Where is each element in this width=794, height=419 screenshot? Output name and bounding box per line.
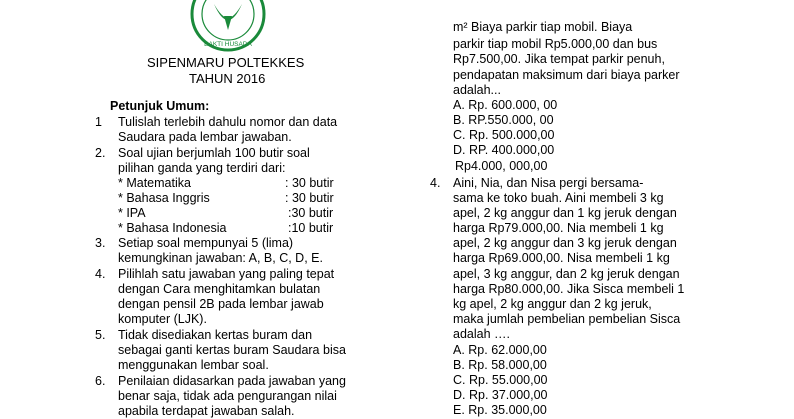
q3-option-a: A. Rp. 600.000, 00 — [453, 98, 558, 112]
item-line: menggunakan lembar soal. — [118, 358, 269, 372]
q3-line: pendapatan maksimum dari biaya parker — [453, 68, 680, 82]
q4-number: 4. — [430, 176, 441, 190]
q4-option-b: B. Rp. 58.000,00 — [453, 358, 547, 372]
q4-option-d: D. Rp. 37.000,00 — [453, 388, 548, 402]
item-line: komputer (LJK). — [118, 312, 207, 326]
item-number: 1 — [95, 115, 102, 129]
exam-year: TAHUN 2016 — [189, 71, 266, 86]
q4-option-c: C. Rp. 55.000,00 — [453, 373, 548, 387]
q3-line: parkir tiap mobil Rp5.000,00 dan bus — [453, 37, 658, 51]
q4-option-e: E. Rp. 35.000,00 — [453, 403, 547, 417]
subject-count: : 30 butir — [285, 176, 334, 190]
subject-count: :10 butir — [288, 221, 334, 235]
q3-line: m² Biaya parkir tiap mobil. Biaya — [453, 20, 633, 34]
q4-line: apel, 3 kg anggur, dan 2 kg jeruk dengan — [453, 267, 680, 281]
q4-line: sama ke toko buah. Aini membeli 3 kg — [453, 191, 664, 205]
q4-line: maka jumlah pembelian pembelian Sisca — [453, 312, 681, 326]
item-number: 6. — [95, 374, 106, 388]
item-line: Pilihlah satu jawaban yang paling tepat — [118, 267, 335, 281]
subject-name: * Matematika — [118, 176, 191, 190]
q3-option-b: B. RP.550.000, 00 — [453, 113, 554, 127]
exam-title: SIPENMARU POLTEKKES — [147, 55, 305, 70]
item-line: Tulislah terlebih dahulu nomor dan data — [118, 115, 338, 129]
q4-line: harga Rp69.000,00. Nisa membeli 1 kg — [453, 251, 670, 265]
item-line: Soal ujian berjumlah 100 butir soal — [118, 146, 310, 160]
q4-option-a: A. Rp. 62.000,00 — [453, 343, 547, 357]
q4-line: apel, 2 kg anggur dan 1 kg jeruk dengan — [453, 206, 677, 220]
logo-text: BAKTI HUSADA — [204, 41, 252, 48]
item-line: Tidak disediakan kertas buram dan — [118, 328, 313, 342]
q3-option-d: D. RP. 400.000,00 — [453, 143, 555, 157]
item-number: 2. — [95, 146, 106, 160]
q4-line: kg apel, 2 kg anggur dan 2 kg jeruk, — [453, 297, 652, 311]
item-line: sebagai ganti kertas buram Saudara bisa — [118, 343, 346, 357]
q4-line: apel, 2 kg anggur dan 3 kg jeruk dengan — [453, 236, 677, 250]
q3-option-c: C. Rp. 500.000,00 — [453, 128, 555, 142]
q3-line: Rp7.500,00. Jika tempat parkir penuh, — [453, 52, 665, 66]
subject-count: :30 butir — [288, 206, 334, 220]
item-line: pilihan ganda yang terdiri dari: — [118, 161, 286, 175]
item-line: Penilaian didasarkan pada jawaban yang — [118, 374, 346, 388]
item-line: Saudara pada lembar jawaban. — [118, 130, 292, 144]
bakti-husada-logo — [188, 0, 268, 54]
item-line: kemungkinan jawaban: A, B, C, D, E. — [118, 251, 323, 265]
item-number: 5. — [95, 328, 106, 342]
q4-line: adalah …. — [453, 327, 510, 341]
subject-name: * Bahasa Inggris — [118, 191, 210, 205]
instructions-heading: Petunjuk Umum: — [110, 99, 210, 113]
item-line: benar saja, tidak ada pengurangan nilai — [118, 389, 337, 403]
subject-name: * IPA — [118, 206, 146, 220]
q4-line: harga Rp80.000,00. Jika Sisca membeli 1 — [453, 282, 685, 296]
item-line: apabila terdapat jawaban salah. — [118, 404, 295, 418]
item-number: 3. — [95, 236, 106, 250]
q3-line: adalah... — [453, 83, 501, 97]
q3-option-e: Rp4.000, 000,00 — [455, 159, 548, 173]
q4-line: harga Rp79.000,00. Nia membeli 1 kg — [453, 221, 664, 235]
subject-name: * Bahasa Indonesia — [118, 221, 227, 235]
q4-line: Aini, Nia, dan Nisa pergi bersama- — [453, 176, 644, 190]
subject-count: : 30 butir — [285, 191, 334, 205]
item-line: Setiap soal mempunyai 5 (lima) — [118, 236, 294, 250]
item-line: dengan Cara menghitamkan bulatan — [118, 282, 321, 296]
item-line: dengan pensil 2B pada lembar jawab — [118, 297, 324, 311]
item-number: 4. — [95, 267, 106, 281]
